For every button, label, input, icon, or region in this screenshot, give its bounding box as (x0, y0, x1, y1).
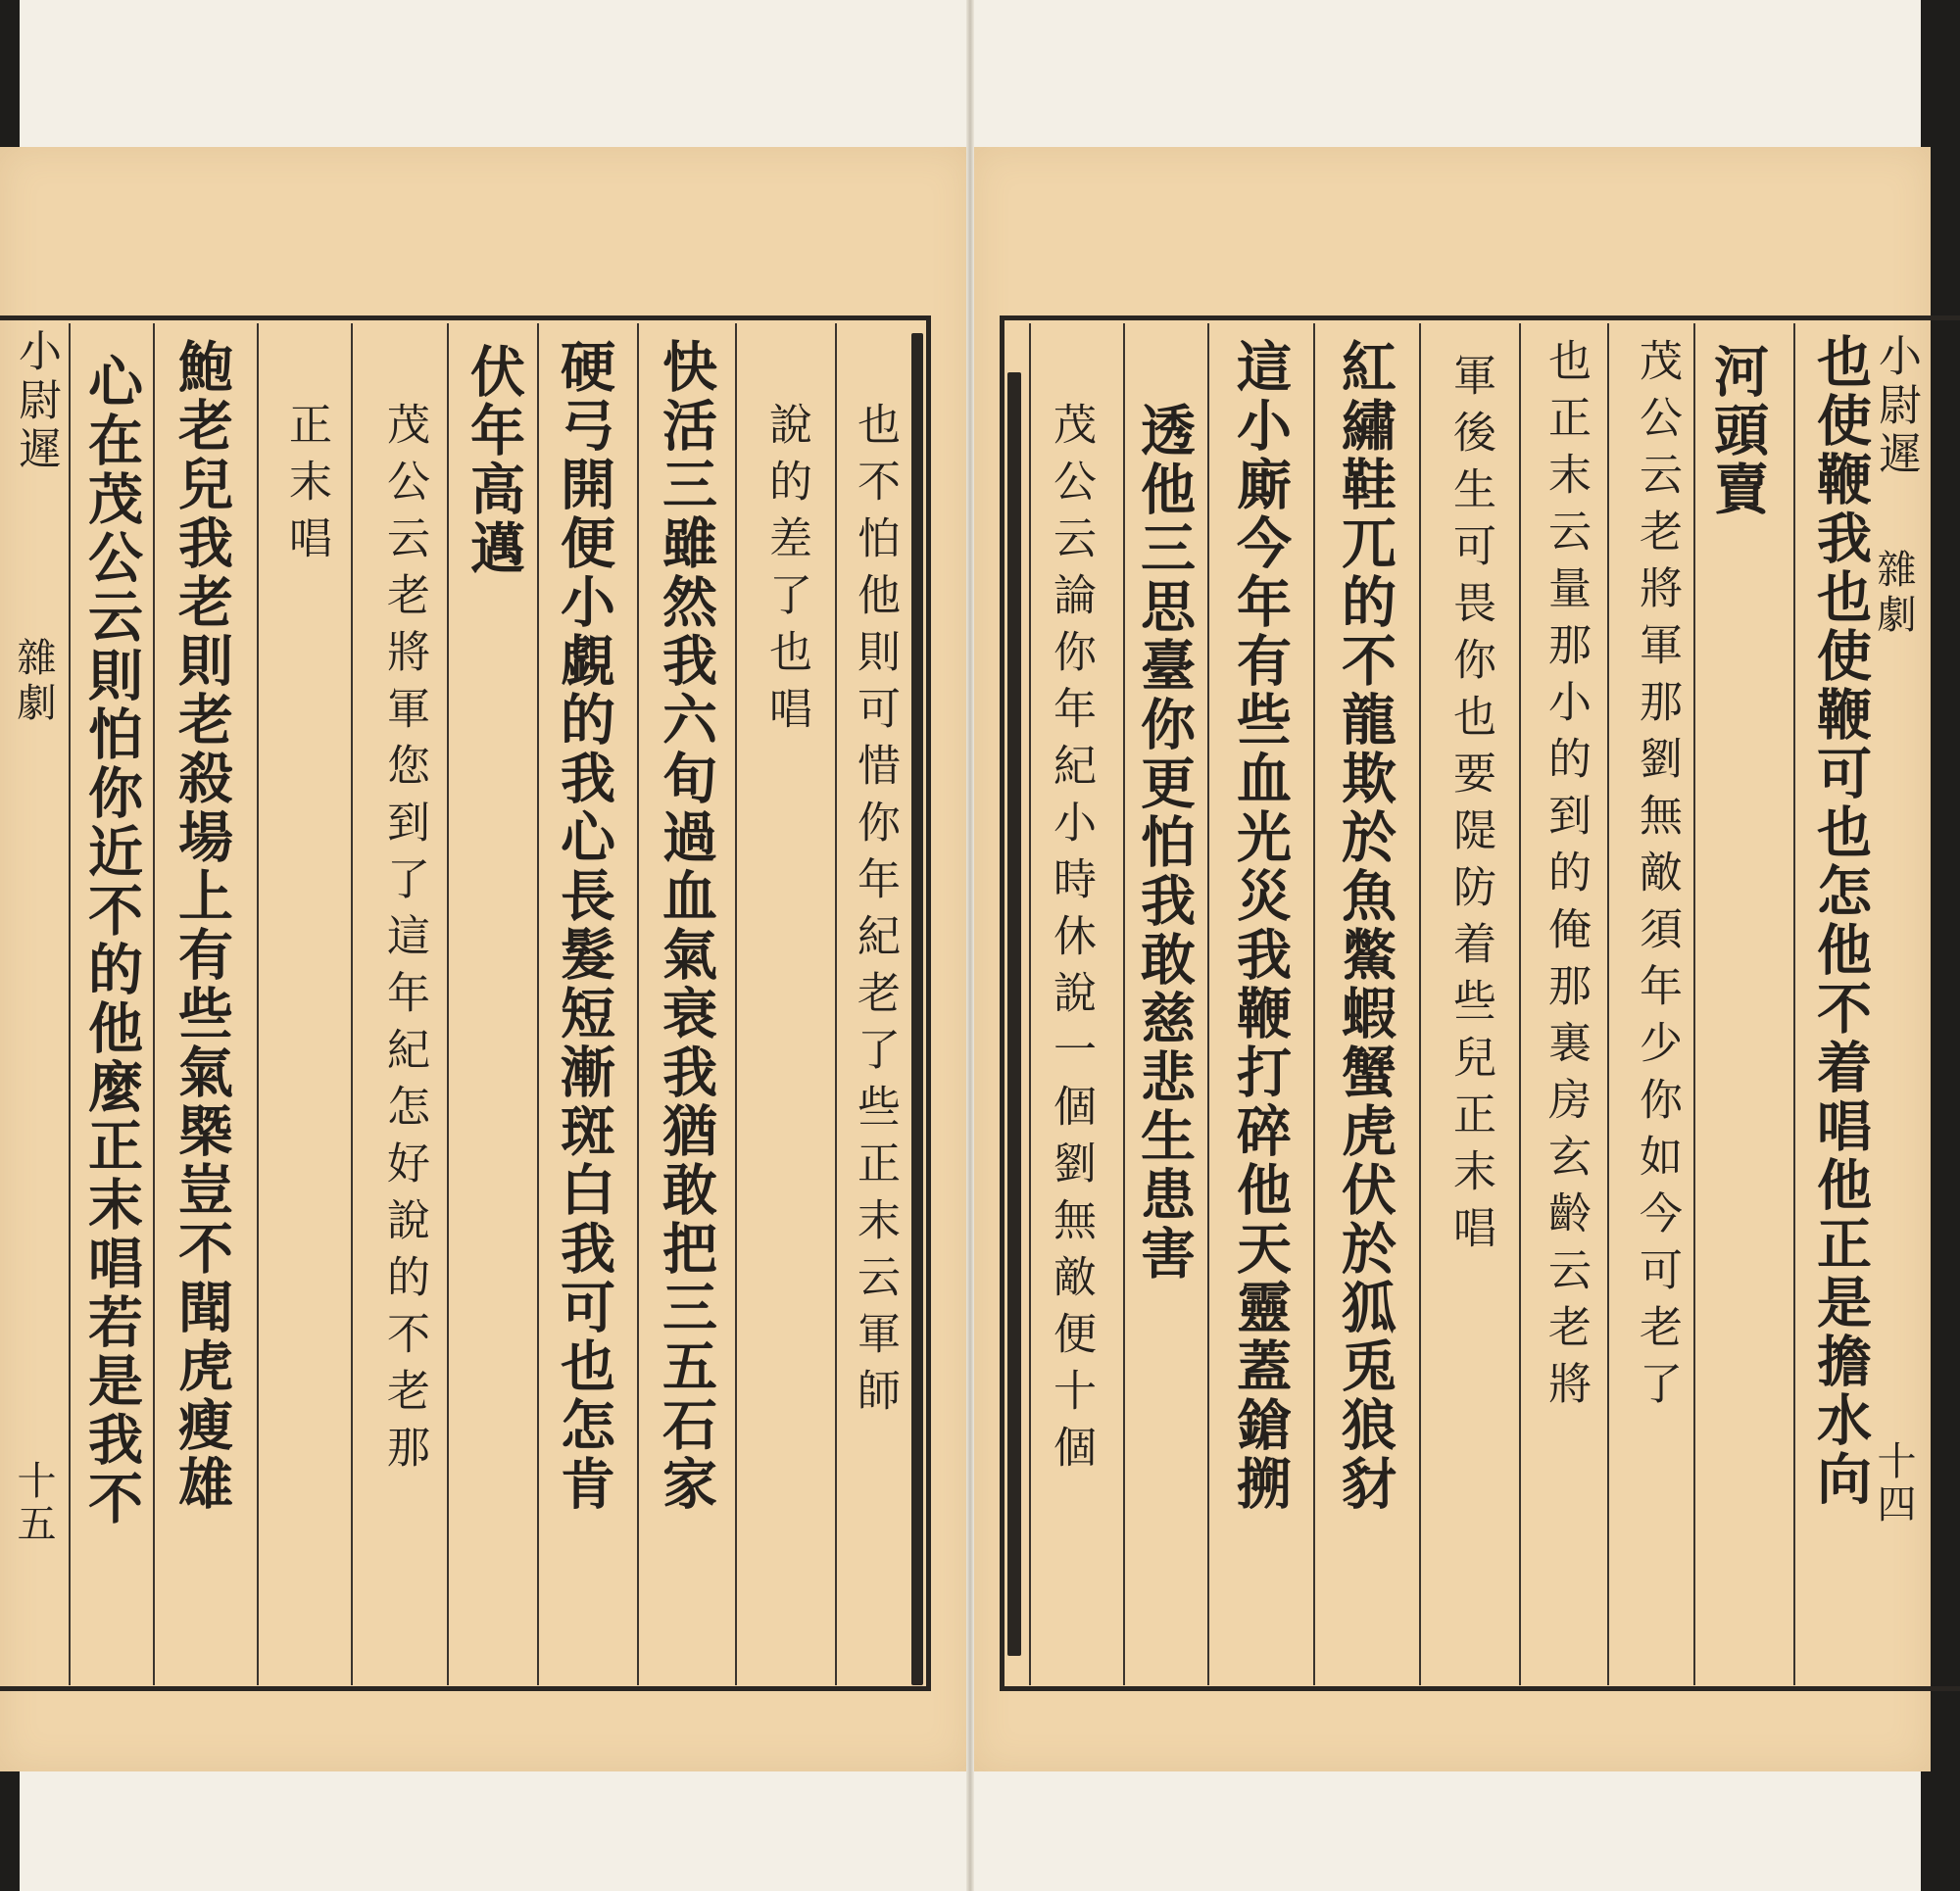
text-column: 硬弓開便小覷的我心長髮短漸斑白我可也怎肯 (552, 338, 616, 1514)
rule (1693, 323, 1695, 1685)
text-column: 也使鞭我也使鞭可也怎他不着唱他正是擔水向 (1808, 333, 1873, 1509)
rule (835, 323, 837, 1685)
text-column: 也不怕他則可惜你年紀老了些正末云軍師 (850, 402, 900, 1425)
ink-bar (1007, 372, 1021, 1656)
margin-title: 小尉遲 (1871, 333, 1921, 480)
text-column: 鮑老兒我老則老殺場上有些氣槩豈不聞虎瘦雄 (170, 338, 234, 1514)
margin-label: 雜劇 (1871, 549, 1916, 639)
text-column: 心在茂公云則怕你近不的他麼正末唱若是我不 (79, 353, 144, 1528)
leaf-number: 十五 (11, 1460, 56, 1546)
text-column: 茂公云老將軍您到了這年紀怎好說的不老那 (379, 402, 429, 1481)
rule (257, 323, 259, 1685)
text-column: 也正末云量那小的到的俺那裏房玄齡云老將 (1541, 338, 1591, 1418)
rule (351, 323, 353, 1685)
rule (69, 323, 71, 1685)
text-column: 茂公云論你年紀小時休說一個劉無敵便十個 (1046, 402, 1096, 1481)
rule (1419, 323, 1421, 1685)
text-column: 茂公云老將軍那劉無敵須年少你如今可老了 (1632, 338, 1682, 1418)
rule (447, 323, 449, 1685)
margin-label: 雜劇 (11, 637, 56, 727)
margin-title: 小尉遲 (11, 328, 61, 475)
paper-bottom-right (974, 1771, 1921, 1891)
rule (1029, 323, 1031, 1685)
rule (1793, 323, 1795, 1685)
rule (537, 323, 539, 1685)
text-column: 正末唱 (281, 402, 331, 572)
rule (1607, 323, 1609, 1685)
text-column: 快活三雖然我六旬過血氣衰我猶敢把三五石家 (654, 338, 718, 1514)
rule (153, 323, 155, 1685)
book-gutter (966, 0, 974, 1891)
rule (637, 323, 639, 1685)
text-column: 這小廝今年有些血光災我鞭打碎他天靈蓋鎗搠 (1228, 338, 1293, 1514)
section-heading: 河頭賣 (1705, 343, 1770, 519)
section-heading: 伏年高邁 (462, 343, 526, 578)
text-column: 軍後生可畏你也要隄防着些兒正末唱 (1446, 353, 1495, 1262)
paper-top-right (974, 0, 1921, 147)
leaf-number: 十四 (1871, 1440, 1916, 1527)
text-column: 紅繡鞋兀的不龍欺於魚鱉蝦蟹虎伏於狐兎狼豺 (1333, 338, 1397, 1514)
text-column: 透他三思臺你更怕我敢慈悲生患害 (1132, 402, 1197, 1284)
text-column: 說的差了也唱 (761, 402, 811, 743)
rule (1123, 323, 1125, 1685)
rule (1313, 323, 1315, 1685)
rule (1519, 323, 1521, 1685)
ink-bar (911, 333, 923, 1685)
paper-bottom-left (20, 1771, 968, 1891)
rule (735, 323, 737, 1685)
paper-top-left (20, 0, 968, 147)
rule (1207, 323, 1209, 1685)
